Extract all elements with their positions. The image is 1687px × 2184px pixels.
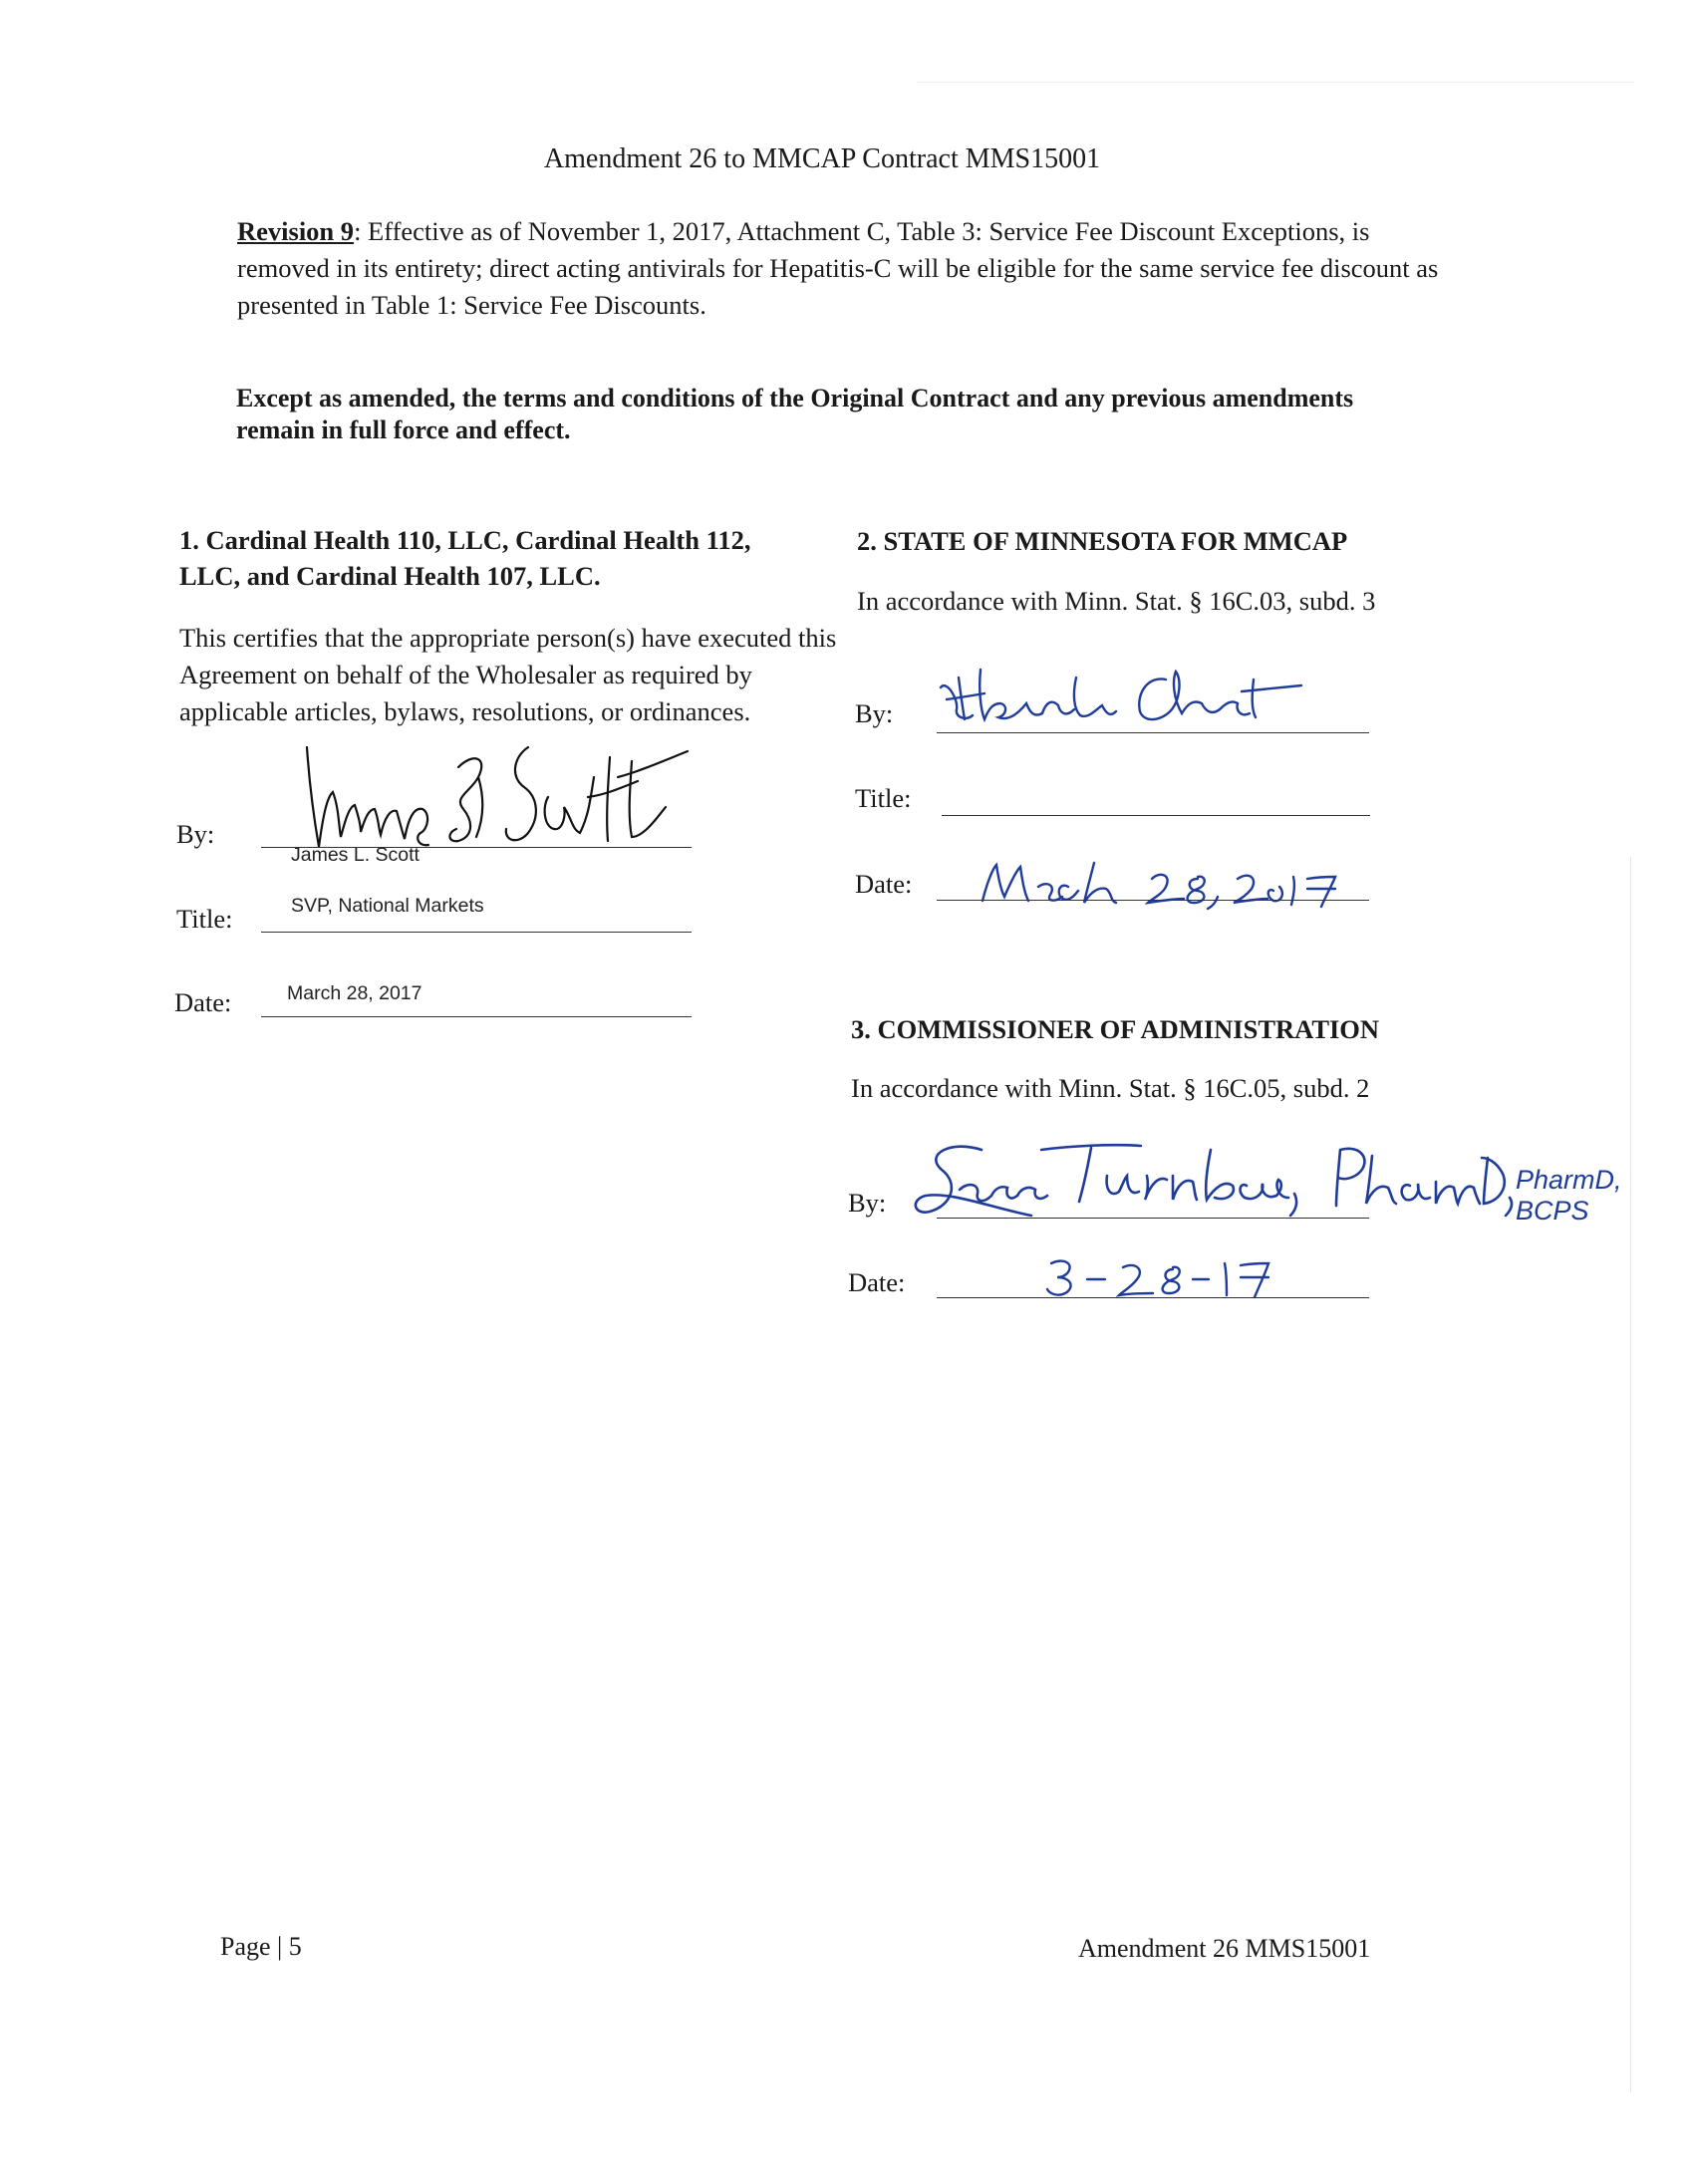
party3-heading: 3. COMMISSIONER OF ADMINISTRATION (851, 1014, 1380, 1044)
party1-signer-name: James L. Scott (291, 844, 420, 866)
party2-signature (937, 660, 1355, 739)
scan-margin-line (1630, 857, 1631, 2092)
party1-date-label: Date: (174, 987, 232, 1017)
revision-text: : Effective as of November 1, 2017, Attachment C, Table 3: Service Fee Discount Exceptions, is removed in its entirety; direct acting antivirals for Hepatitis-C will be eligible for the same service fee discount as presented in Table 1: Service Fee Discounts. (237, 216, 1439, 320)
party1-title-value: SVP, National Markets (291, 895, 484, 917)
party1-heading-line2: LLC, and Cardinal Health 107, LLC. (179, 561, 601, 591)
party3-by-line (937, 1218, 1369, 1219)
party2-date-handwritten (977, 857, 1355, 909)
party2-statute: In accordance with Minn. Stat. § 16C.03, subd. 3 (857, 586, 1376, 616)
party2-by-line (937, 732, 1369, 733)
except-clause: Except as amended, the terms and conditions of the Original Contract and any previous amendments remain in full force and effect. (236, 384, 1354, 444)
party2-date-label: Date: (855, 869, 913, 899)
party2-date-line (937, 900, 1369, 901)
party3-date-line (937, 1297, 1369, 1298)
party2-title-line (942, 815, 1370, 816)
party1-date-line (261, 1016, 692, 1017)
party3-by-label: By: (848, 1188, 887, 1218)
party3-date-label: Date: (848, 1267, 906, 1297)
footer-document-id: Amendment 26 MMS15001 (1078, 1934, 1371, 1963)
party3-signature (912, 1136, 1510, 1226)
revision-label: Revision 9 (237, 216, 355, 246)
party3-date-handwritten (1041, 1253, 1280, 1299)
party3-statute: In accordance with Minn. Stat. § 16C.05, subd. 2 (851, 1073, 1370, 1103)
document-title: Amendment 26 to MMCAP Contract MMS15001 (543, 143, 1101, 174)
party1-by-label: By: (176, 819, 215, 849)
scan-artifact-line (917, 82, 1634, 83)
party1-date-value: March 28, 2017 (287, 982, 422, 1004)
party1-heading-line1: 1. Cardinal Health 110, LLC, Cardinal Health 112, (179, 525, 751, 555)
party3-signature-suffix: PharmD, BCPS (1516, 1165, 1622, 1226)
party2-by-label: By: (855, 698, 894, 728)
footer-page-number: Page | 5 (220, 1932, 302, 1961)
party1-title-label: Title: (176, 904, 233, 934)
party1-title-line (261, 932, 692, 933)
revision-paragraph (237, 213, 1463, 324)
party1-signature (289, 737, 707, 857)
party1-certification: This certifies that the appropriate person(s) have executed this Agreement on behalf of the Wholesaler as required by applicable articles, bylaws, resolutions, or ordinances. (179, 623, 837, 726)
party2-heading: 2. STATE OF MINNESOTA FOR MMCAP (857, 526, 1348, 556)
party2-title-label: Title: (855, 783, 912, 813)
party1-heading (179, 522, 817, 594)
